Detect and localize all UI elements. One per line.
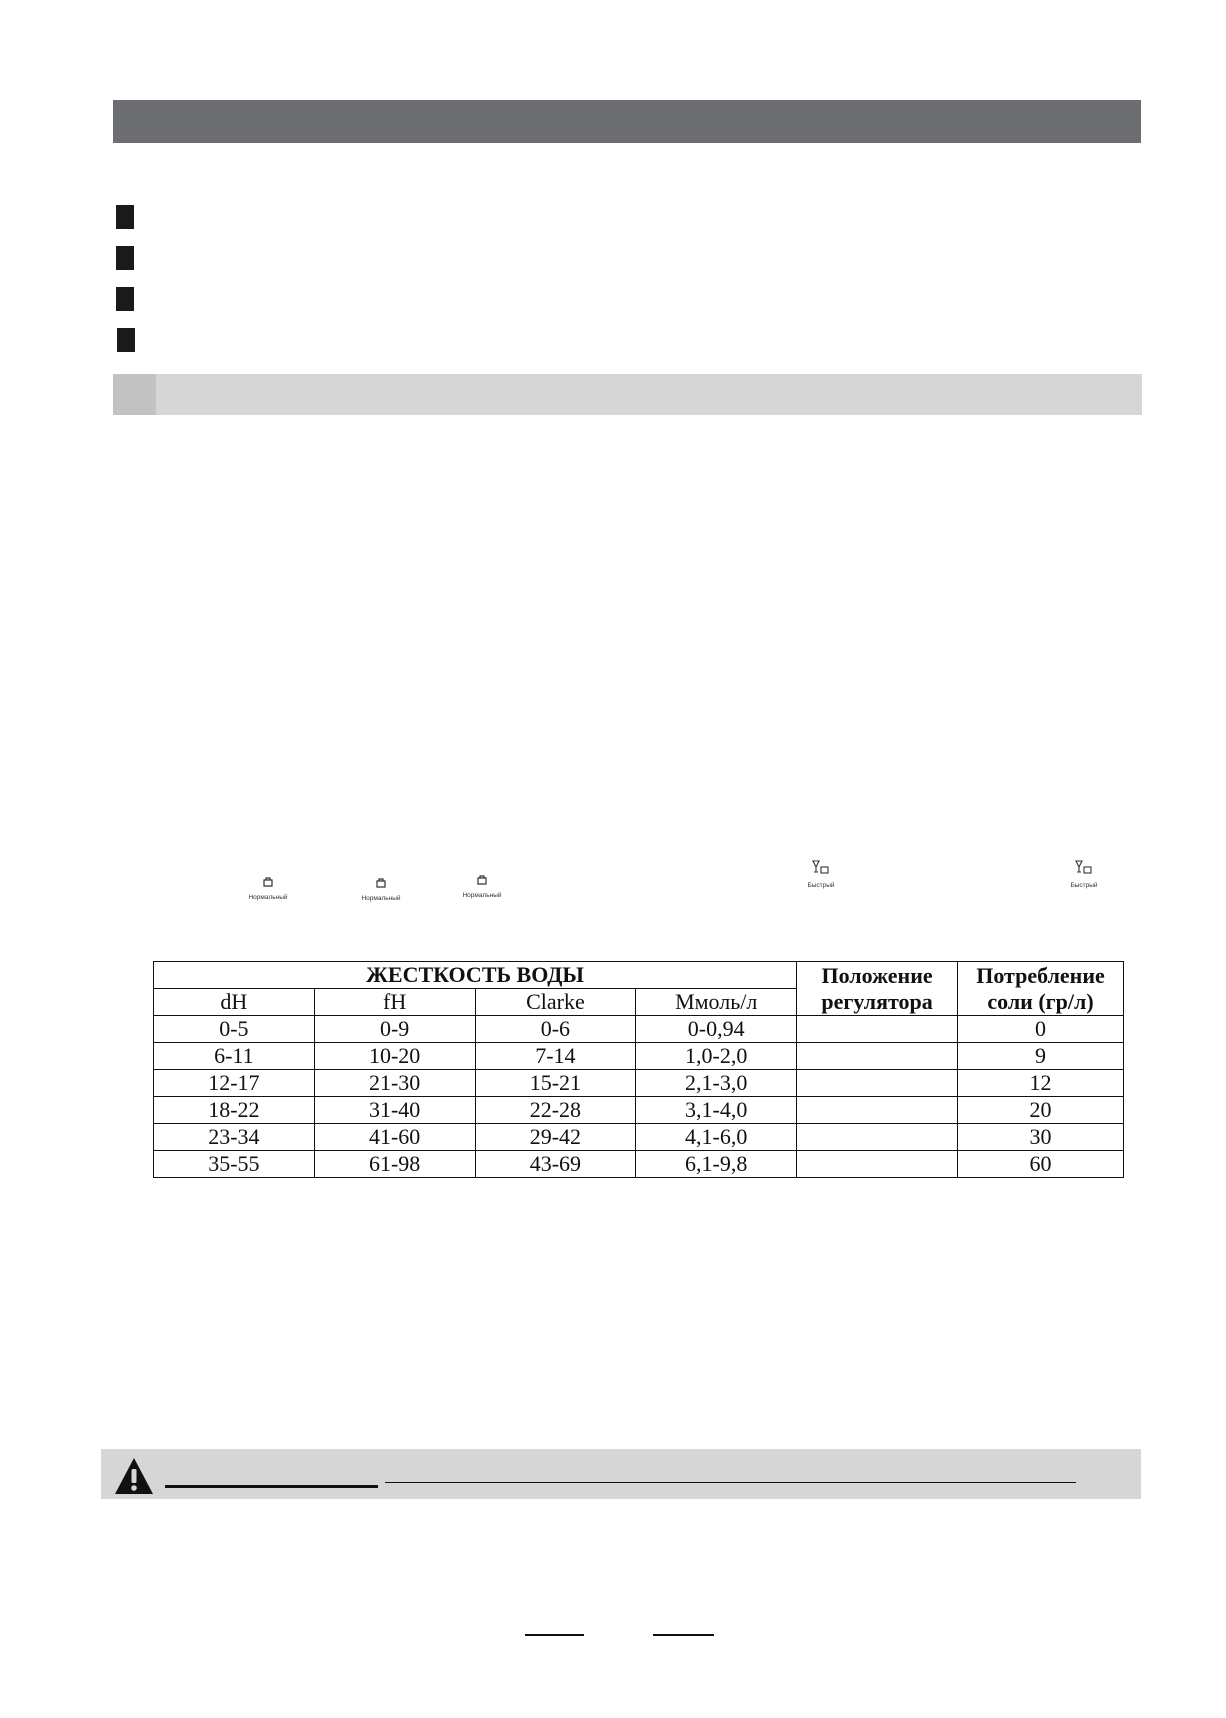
cell-position: [797, 1151, 958, 1178]
column-header: Clarke: [475, 989, 636, 1016]
cell-fh: 0-9: [314, 1016, 475, 1043]
salt-header: [958, 962, 1124, 1016]
cell-fh: 61-98: [314, 1151, 475, 1178]
cell-position: [797, 1070, 958, 1097]
cell-dh: 12-17: [154, 1070, 315, 1097]
position-header: [797, 962, 958, 1016]
pot-icon: [375, 877, 387, 889]
salt-header-line2: соли (гр/л): [987, 988, 1094, 1014]
glass-icon: [811, 860, 831, 876]
mode-fast-2: [1059, 860, 1109, 889]
cell-fh: 41-60: [314, 1124, 475, 1151]
cell-clarke: 29-42: [475, 1124, 636, 1151]
cell-clarke: 0-6: [475, 1016, 636, 1043]
cell-clarke: 15-21: [475, 1070, 636, 1097]
cell-mmol: 3,1-4,0: [636, 1097, 797, 1124]
footer-line-right: [653, 1634, 714, 1636]
table-row: [154, 1070, 1124, 1097]
mode-normal-1: [243, 876, 293, 901]
cell-clarke: 7-14: [475, 1043, 636, 1070]
footer-line-left: [525, 1634, 584, 1636]
column-header: dH: [154, 989, 315, 1016]
bullet-marker-2: [116, 246, 134, 270]
cell-mmol: 1,0-2,0: [636, 1043, 797, 1070]
cell-position: [797, 1016, 958, 1043]
cell-position: [797, 1043, 958, 1070]
warning-rule: [385, 1482, 1076, 1483]
cell-dh: 23-34: [154, 1124, 315, 1151]
pot-icon: [262, 876, 274, 888]
cell-mmol: 4,1-6,0: [636, 1124, 797, 1151]
cell-clarke: 43-69: [475, 1151, 636, 1178]
table-row: [154, 1016, 1124, 1043]
glass-icon: [1074, 860, 1094, 876]
cell-salt: 60: [958, 1151, 1124, 1178]
table-header-row: [154, 962, 1124, 989]
cell-mmol: 2,1-3,0: [636, 1070, 797, 1097]
pot-icon: [476, 874, 488, 886]
cell-dh: 35-55: [154, 1151, 315, 1178]
salt-header-line1: Потребление: [976, 962, 1105, 988]
cell-position: [797, 1124, 958, 1151]
table-row: [154, 1151, 1124, 1178]
table-title: ЖЕСТКОСТЬ ВОДЫ: [154, 962, 797, 989]
cell-position: [797, 1097, 958, 1124]
mode-fast-1: [796, 860, 846, 889]
position-header-line2: регулятора: [821, 988, 933, 1014]
cell-dh: 18-22: [154, 1097, 315, 1124]
cell-salt: 20: [958, 1097, 1124, 1124]
cell-dh: 6-11: [154, 1043, 315, 1070]
table-row: [154, 1097, 1124, 1124]
cell-salt: 30: [958, 1124, 1124, 1151]
page-header-bar: [113, 100, 1141, 143]
position-header-line1: Положение: [821, 962, 933, 988]
mode-label: Нормальный: [248, 894, 288, 901]
warning-triangle-icon: [113, 1456, 155, 1496]
warning-title-underline: [165, 1485, 378, 1488]
cell-clarke: 22-28: [475, 1097, 636, 1124]
warning-bar: [101, 1449, 1141, 1499]
cell-fh: 10-20: [314, 1043, 475, 1070]
cell-salt: 12: [958, 1070, 1124, 1097]
cell-dh: 0-5: [154, 1016, 315, 1043]
mode-normal-3: [457, 874, 507, 899]
cell-mmol: 6,1-9,8: [636, 1151, 797, 1178]
cell-fh: 21-30: [314, 1070, 475, 1097]
section-heading-bar: [113, 374, 1142, 415]
mode-label: Нормальный: [361, 895, 401, 902]
bullet-marker-4: [117, 328, 135, 352]
cell-mmol: 0-0,94: [636, 1016, 797, 1043]
mode-label: Быстрый: [807, 882, 835, 889]
mode-label: Быстрый: [1070, 882, 1098, 889]
column-header: Ммоль/л: [636, 989, 797, 1016]
bullet-marker-1: [116, 205, 134, 229]
section-heading-tab: [113, 374, 156, 415]
mode-label: Нормальный: [462, 892, 502, 899]
water-hardness-table: [153, 961, 1124, 1178]
cell-salt: 9: [958, 1043, 1124, 1070]
table-row: [154, 1043, 1124, 1070]
table-row: [154, 1124, 1124, 1151]
cell-salt: 0: [958, 1016, 1124, 1043]
column-header: fH: [314, 989, 475, 1016]
cell-fh: 31-40: [314, 1097, 475, 1124]
mode-normal-2: [356, 877, 406, 902]
bullet-marker-3: [116, 287, 134, 311]
